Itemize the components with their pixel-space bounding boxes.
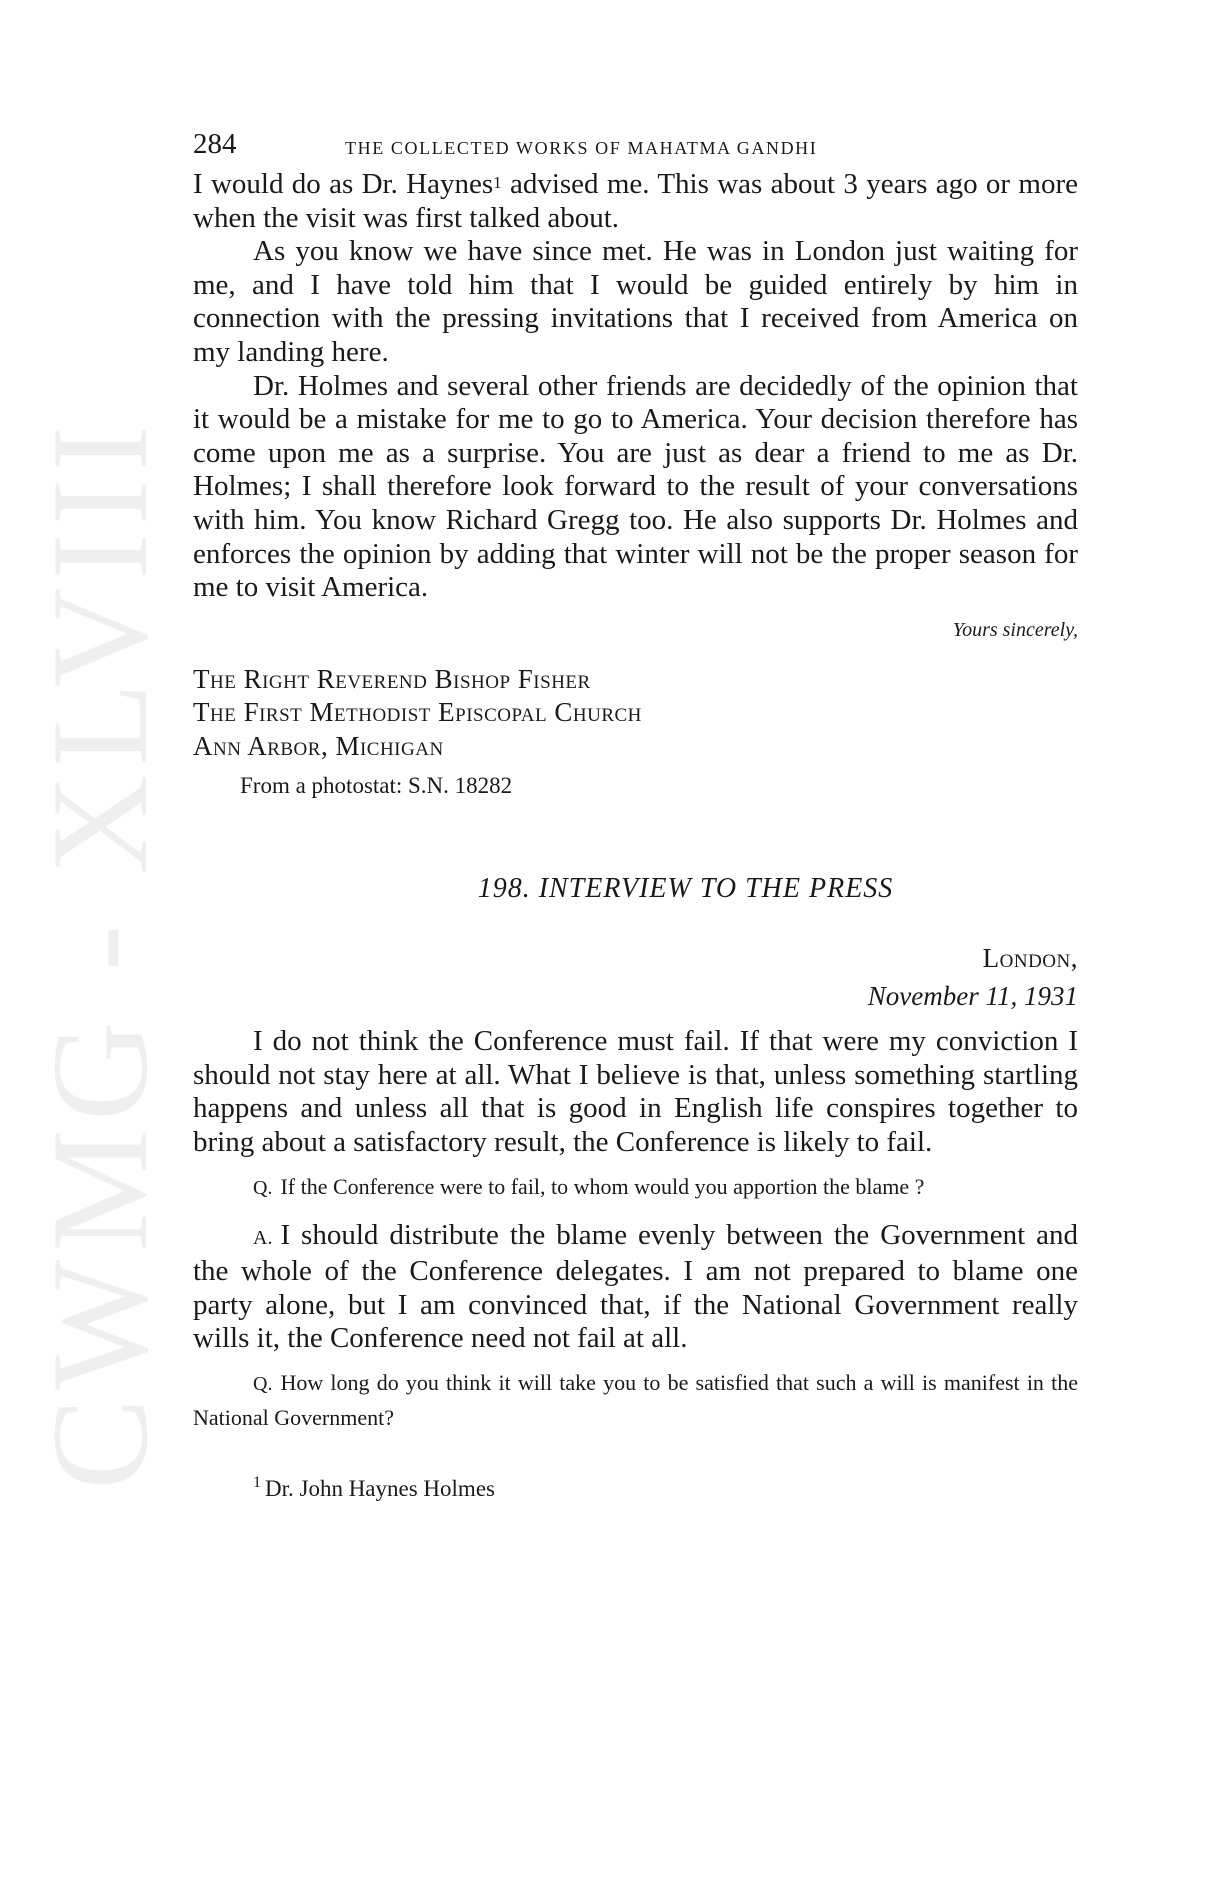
dateline: [193, 939, 1078, 1015]
question-2: [193, 1366, 1078, 1434]
footnote-marker: 1: [253, 1473, 261, 1491]
question-text: If the Conference were to fail, to whom would you apportion the blame ?: [280, 1173, 925, 1199]
question-text: How long do you think it will take you to be satisfied that such a will is manifest in the National Government?: [193, 1369, 1078, 1430]
letter-section: [193, 168, 1078, 799]
question-1: [193, 1170, 1078, 1205]
letter-paragraph-1-text-cont: advised me. This was about 3 years ago or more when the visit was first talked about.: [193, 168, 1078, 234]
answer-label: A.: [253, 1226, 273, 1249]
interview-section: [193, 873, 1078, 1434]
address-line: The First Methodist Episcopal Church: [193, 697, 642, 728]
footnote-text: Dr. John Haynes Holmes: [265, 1475, 495, 1501]
recipient-address: [193, 663, 1078, 764]
document-heading: 198. INTERVIEW TO THE PRESS: [477, 873, 894, 905]
answer-text: I should distribute the blame evenly between the Government and the whole of the Conference delegates. I am not prepared to blame one party alone, but I am convinced that, if the National Government really wills it, the Conference need not fail at all.: [193, 1218, 1078, 1355]
running-title: THE COLLECTED WORKS OF MAHATMA GANDHI: [345, 138, 818, 158]
running-header: [193, 128, 1078, 168]
address-line: The Right Reverend Bishop Fisher: [193, 663, 591, 694]
dateline-place: London,: [982, 943, 1078, 974]
letter-signoff: Yours sincerely,: [952, 618, 1078, 641]
interview-paragraph: I do not think the Conference must fail. If that were my conviction I should not stay here at all. What I believe is that, unless something startling happens and unless all that is good in English life conspires together to bring about a satisfactory result, the Conference is likely to fail.: [193, 1025, 1078, 1158]
letter-paragraph-1-text: I would do as Dr. Haynes: [193, 168, 494, 200]
footnote: [253, 1473, 1078, 1502]
collection-watermark: CWMG - XLVIII: [23, 417, 176, 1490]
letter-paragraph-1: [193, 168, 1078, 235]
answer-1: [193, 1219, 1078, 1356]
book-page: [193, 128, 1078, 1502]
address-line: Ann Arbor, Michigan: [193, 730, 444, 761]
source-note: From a photostat: S.N. 18282: [240, 773, 513, 799]
dateline-date: November 11, 1931: [867, 981, 1078, 1012]
question-label: Q.: [253, 1176, 273, 1199]
footnote-reference: 1: [493, 173, 502, 192]
letter-paragraph-2: As you know we have since met. He was in London just waiting for me, and I have told him that I would be guided entirely by him in connection with the pressing invitations that I received from America on my landing here.: [193, 235, 1078, 368]
letter-paragraph-3: Dr. Holmes and several other friends are decidedly of the opinion that it would be a mistake for me to go to America. Your decision therefore has come upon me as a surprise. You are just as dear a friend to me as Dr. Holmes; I shall therefore look forward to the result of your conversations with him. You know Richard Gregg too. He also supports Dr. Holmes and enforces the opinion by adding that winter will not be the proper season for me to visit America.: [193, 369, 1078, 604]
question-label: Q.: [253, 1372, 273, 1395]
page-number: 284: [193, 128, 237, 160]
